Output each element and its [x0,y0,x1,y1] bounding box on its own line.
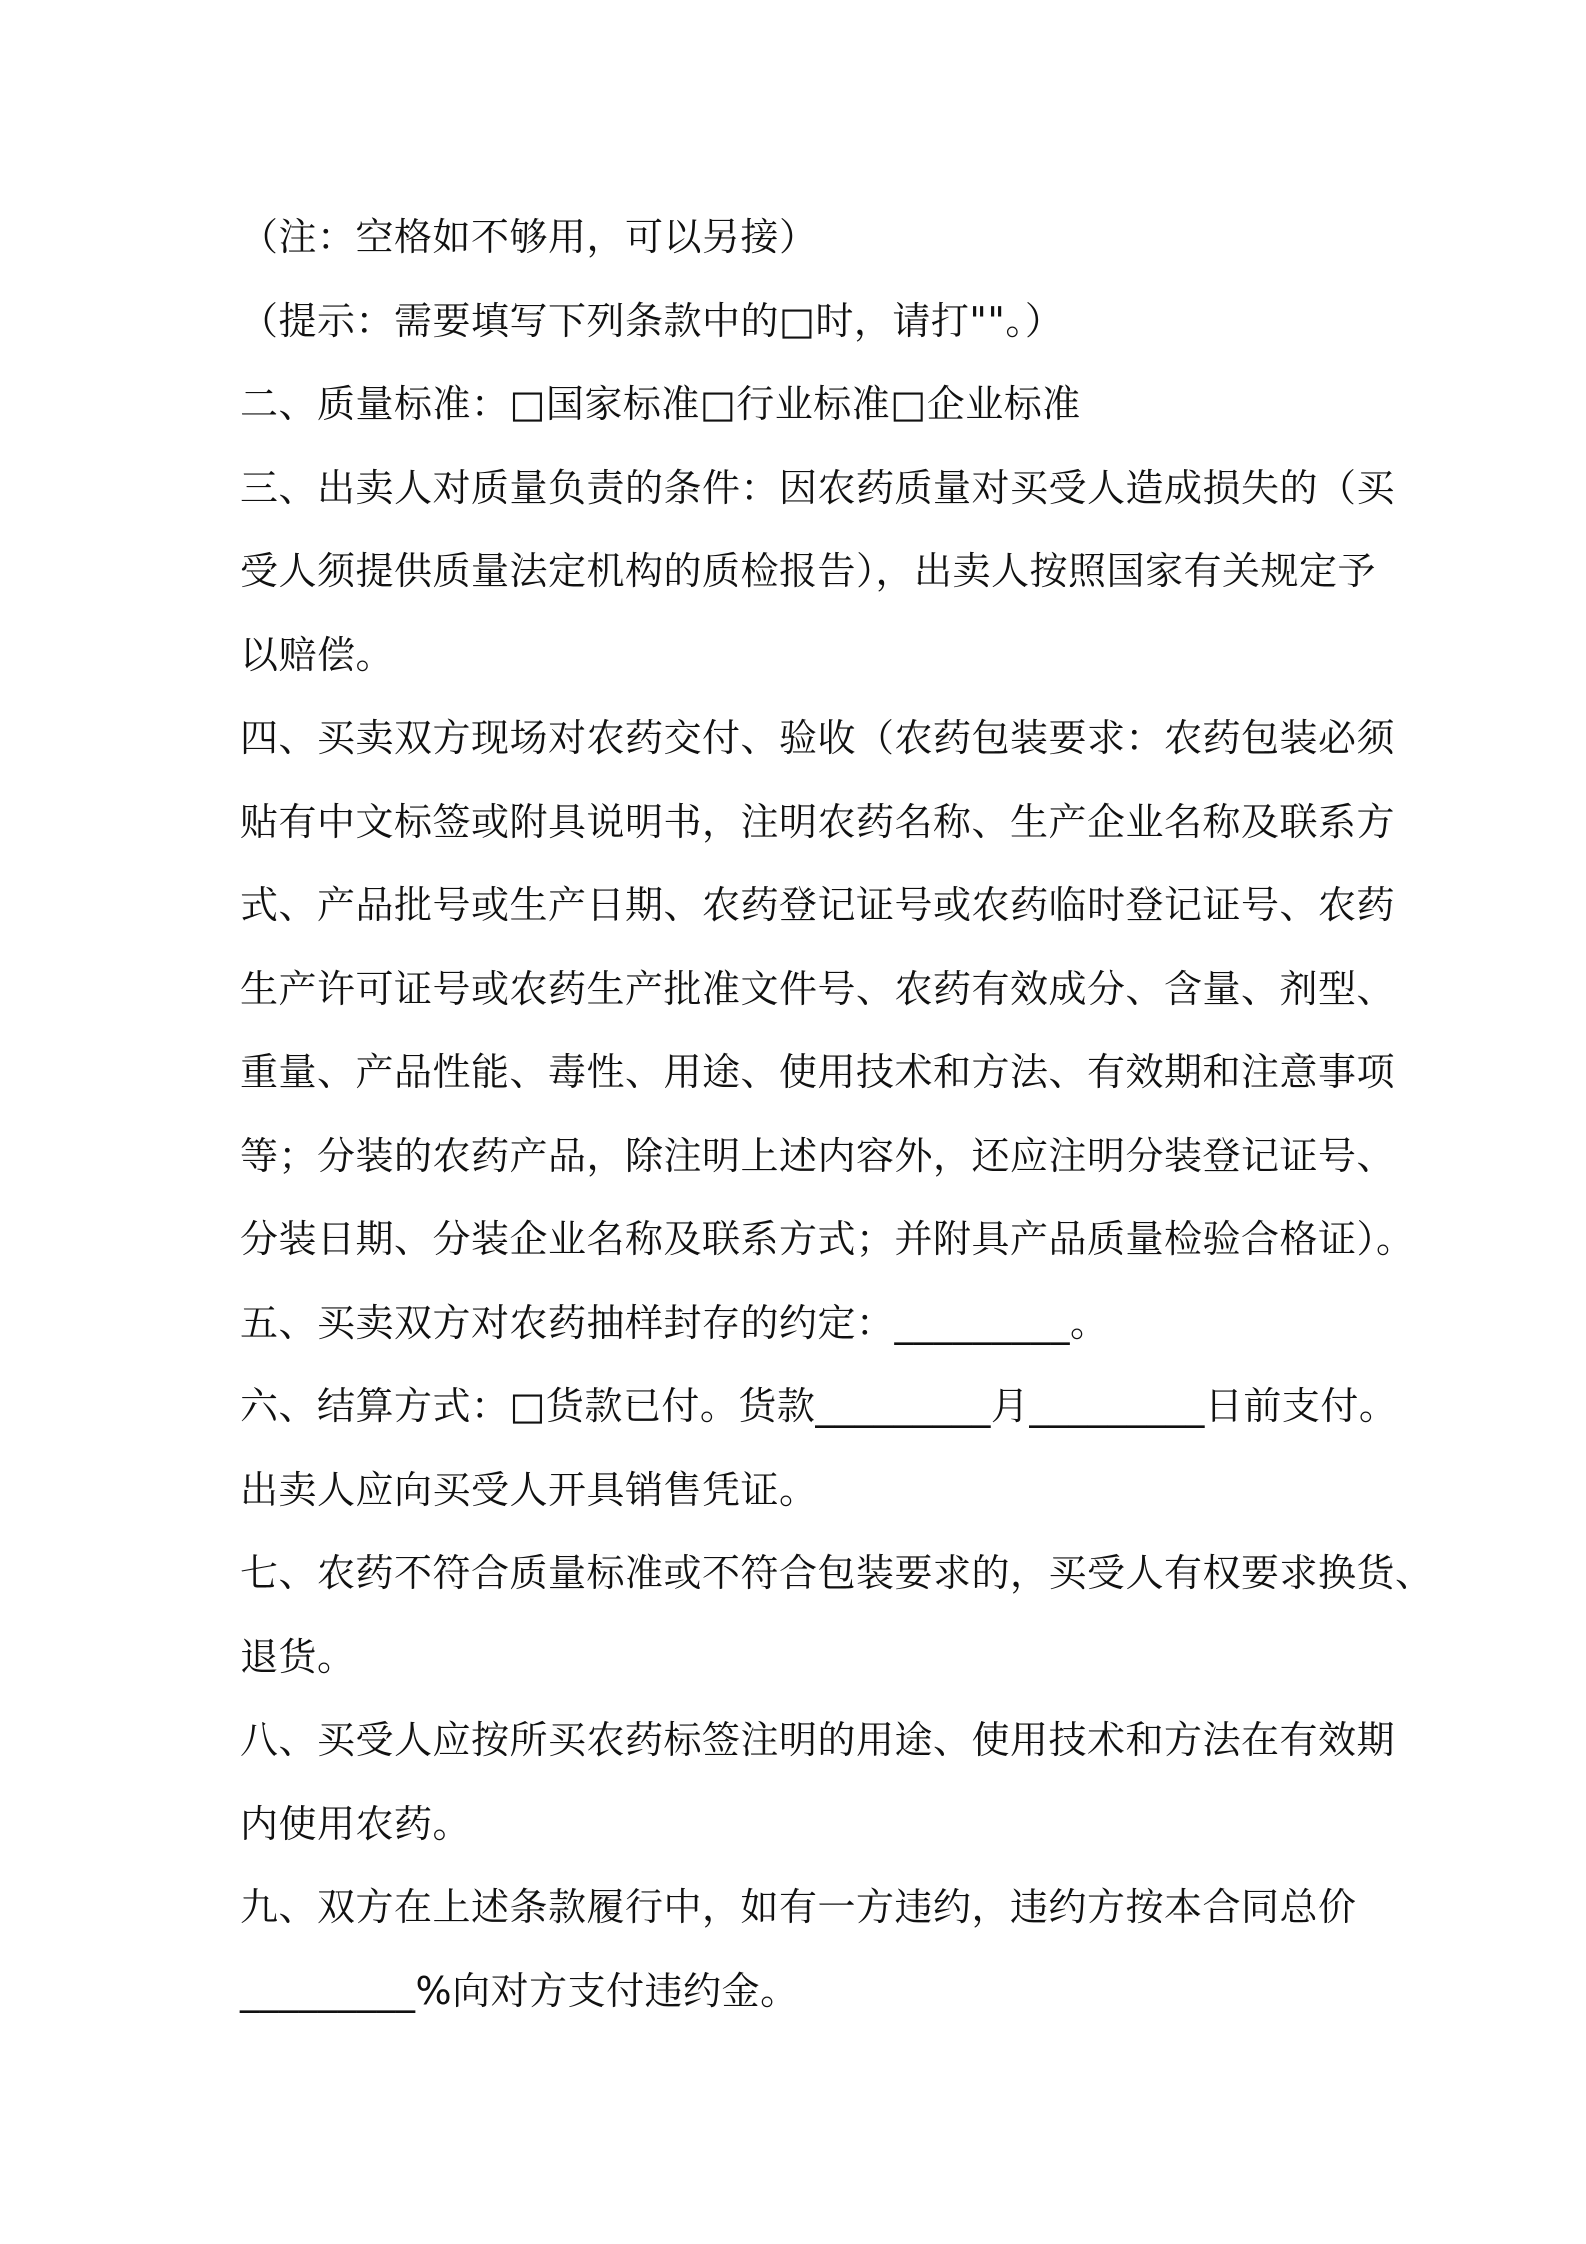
note-line: （注：空格如不够用，可以另接） [240,215,818,259]
clause-9-line-1: 九、双方在上述条款履行中，如有一方违约，违约方按本合同总价 [240,1885,1357,1929]
document-body [240,196,1434,2033]
clause-3-line-2: 受人须提供质量法定机构的质检报告），出卖人按照国家有关规定予 [240,549,1377,593]
clause-8-line-1: 八、买受人应按所买农药标签注明的用途、使用技术和方法在有效期 [240,1718,1396,1762]
clause-7-line-2: 退货。 [240,1634,356,1679]
clause-4-line-3: 式、产品批号或生产日期、农药登记证号或农药临时登记证号、农药 [240,883,1396,927]
clause-4-line-1: 四、买卖双方现场对农药交付、验收（农药包装要求：农药包装必须 [240,716,1396,760]
clause-6-line-1: 六、结算方式：□货款已付。货款_________月_________日前支付。 [240,1384,1398,1428]
clause-4-line-6: 等；分装的农药产品，除注明上述内容外，还应注明分装登记证号、 [240,1133,1396,1178]
clause-7-line-1: 七、农药不符合质量标准或不符合包装要求的，买受人有权要求换货、 [240,1551,1434,1595]
clause-4-line-4: 生产许可证号或农药生产批准文件号、农药有效成分、含量、剂型、 [240,966,1396,1011]
hint-line: （提示：需要填写下列条款中的□时，请打""。） [240,298,1064,343]
clause-6-line-2: 出卖人应向买受人开具销售凭证。 [240,1467,818,1512]
clause-4-line-5: 重量、产品性能、毒性、用途、使用技术和方法、有效期和注意事项 [240,1050,1396,1094]
clause-4-line-2: 贴有中文标签或附具说明书，注明农药名称、生产企业名称及联系方 [240,799,1396,844]
clause-3-line-3: 以赔偿。 [240,632,395,677]
clause-8-line-2: 内使用农药。 [240,1801,472,1846]
clause-5-sampling: 五、买卖双方对农药抽样封存的约定：_________。 [240,1300,1109,1345]
clause-2-quality-standard: 二、质量标准：□国家标准□行业标准□企业标准 [240,382,1081,426]
clause-3-line-1: 三、出卖人对质量负责的条件：因农药质量对买受人造成损失的（买 [240,465,1396,510]
clause-9-line-2: _________%向对方支付违约金。 [240,1968,799,2013]
clause-4-line-7: 分装日期、分装企业名称及联系方式；并附具产品质量检验合格证）。 [240,1217,1415,1261]
